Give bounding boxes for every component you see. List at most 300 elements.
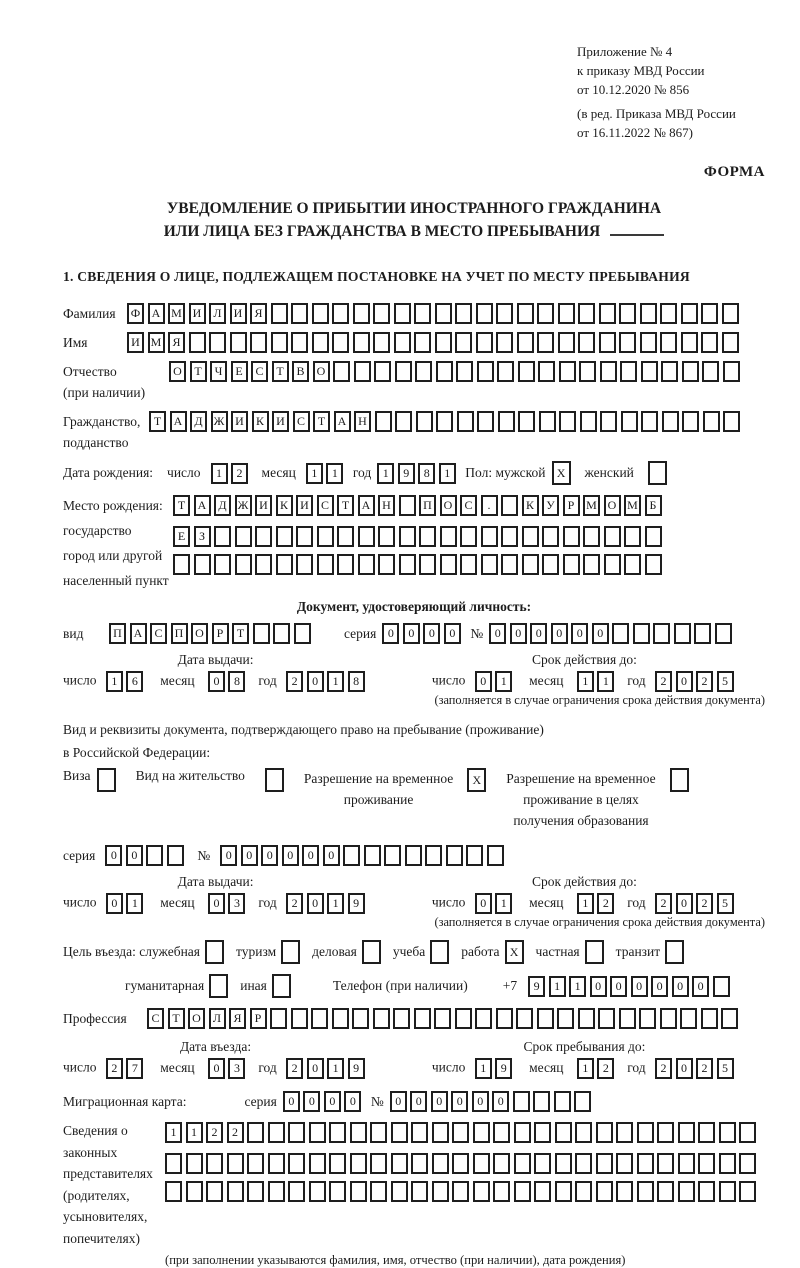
char-cell: А — [194, 495, 211, 516]
char-cell — [391, 1122, 408, 1143]
char-cell — [317, 526, 334, 547]
char-cell — [558, 303, 575, 324]
edu-permit-label — [506, 768, 655, 831]
char-cell: Т — [313, 411, 330, 432]
edu-permit-option — [506, 768, 688, 831]
form-title — [63, 197, 765, 243]
form-label: ФОРМА — [703, 164, 765, 180]
form-title-line-1: УВЕДОМЛЕНИЕ О ПРИБЫТИИ ИНОСТРАННОГО ГРАЖДАНИНА — [166, 200, 662, 217]
char-cell: 1 — [439, 463, 456, 484]
char-cell — [227, 1181, 244, 1202]
char-cell — [452, 1153, 469, 1174]
residence-valid-month-boxes — [577, 893, 618, 914]
id-issue-day-boxes — [106, 671, 147, 692]
purpose-study-checkbox — [430, 940, 449, 964]
char-cell — [317, 554, 334, 575]
char-cell — [350, 1153, 367, 1174]
char-cell — [364, 845, 381, 866]
mc-number-boxes — [390, 1091, 595, 1112]
char-cell — [719, 1153, 736, 1174]
char-cell — [719, 1122, 736, 1143]
id-valid-date-group — [432, 652, 737, 692]
char-cell: 2 — [206, 1122, 223, 1143]
char-cell: И — [127, 332, 144, 353]
residence-valid-note: (заполняется в случае ограничения срока действия документа) — [434, 915, 765, 929]
identity-doc-heading: Документ, удостоверяющий личность: — [296, 599, 532, 614]
char-cell — [296, 554, 313, 575]
representatives-row3-boxes — [165, 1181, 760, 1202]
char-cell — [271, 332, 288, 353]
residence-issue-day-boxes — [106, 893, 147, 914]
char-cell: П — [419, 495, 436, 516]
char-cell — [416, 411, 433, 432]
char-cell — [604, 554, 621, 575]
char-cell — [600, 361, 617, 382]
char-cell — [434, 1008, 451, 1029]
char-cell: 0 — [261, 845, 278, 866]
representatives-label-line3: представителях — [63, 1166, 153, 1181]
char-cell: 0 — [241, 845, 258, 866]
char-cell — [487, 845, 504, 866]
char-cell — [723, 361, 740, 382]
entry-date-group — [63, 1039, 368, 1079]
id-series-label: серия — [344, 625, 377, 641]
char-cell — [268, 1181, 285, 1202]
char-cell — [391, 1153, 408, 1174]
char-cell: 2 — [696, 893, 713, 914]
char-cell: З — [194, 526, 211, 547]
char-cell — [596, 1153, 613, 1174]
char-cell — [296, 526, 313, 547]
char-cell: 0 — [672, 976, 689, 997]
char-cell — [475, 1008, 492, 1029]
char-cell — [739, 1122, 756, 1143]
residence-issue-date-label: Дата выдачи: — [177, 874, 254, 889]
char-cell: Т — [272, 361, 289, 382]
char-cell: 1 — [306, 463, 323, 484]
char-cell — [534, 1122, 551, 1143]
char-cell — [411, 1153, 428, 1174]
char-cell — [616, 1122, 633, 1143]
residence-valid-label: Срок действия до: — [531, 874, 637, 889]
id-type-label: вид — [63, 625, 84, 641]
char-cell: . — [481, 495, 498, 516]
char-cell — [394, 303, 411, 324]
char-cell — [682, 411, 699, 432]
char-cell — [194, 554, 211, 575]
char-cell — [332, 332, 349, 353]
annex-line-1: Приложение № 4 — [577, 44, 673, 59]
char-cell: Д — [190, 411, 207, 432]
char-cell — [268, 1153, 285, 1174]
char-cell — [637, 1122, 654, 1143]
purpose-commercial-label: деловая — [312, 944, 357, 959]
char-cell: 1 — [569, 976, 586, 997]
char-cell: Я — [250, 303, 267, 324]
field-surname — [63, 303, 765, 324]
entry-month-label: месяц — [160, 1059, 195, 1075]
char-cell — [496, 303, 513, 324]
char-cell — [435, 303, 452, 324]
char-cell: 1 — [186, 1122, 203, 1143]
representatives-label-line1: Сведения о — [63, 1123, 128, 1138]
char-cell — [276, 554, 293, 575]
char-cell — [585, 940, 604, 964]
representatives-labels — [63, 1120, 165, 1249]
char-cell: 3 — [228, 1058, 245, 1079]
char-cell — [455, 332, 472, 353]
char-cell — [619, 1008, 636, 1029]
char-cell: 2 — [597, 893, 614, 914]
char-cell: 0 — [551, 623, 568, 644]
char-cell: Ж — [211, 411, 228, 432]
char-cell — [466, 845, 483, 866]
char-cell: 1 — [327, 893, 344, 914]
char-cell: 0 — [423, 623, 440, 644]
char-cell — [186, 1153, 203, 1174]
char-cell: К — [276, 495, 293, 516]
char-cell — [682, 361, 699, 382]
field-representatives — [63, 1120, 765, 1249]
visa-label: Виза — [63, 768, 91, 783]
char-cell: О — [191, 623, 208, 644]
char-cell: П — [171, 623, 188, 644]
temp-permit-checkbox — [467, 768, 486, 792]
residence-valid-date-group — [432, 874, 737, 914]
char-cell: 0 — [475, 893, 492, 914]
char-cell — [662, 411, 679, 432]
residence-doc-intro-line1: Вид и реквизиты документа, подтверждающего право на пребывание (проживание) — [63, 722, 544, 737]
residence-permit-checkbox — [265, 768, 284, 792]
representatives-label-line5: усыновителях, — [63, 1209, 148, 1224]
char-cell — [624, 554, 641, 575]
id-type-boxes — [109, 623, 314, 644]
profession-label: Профессия — [63, 1010, 127, 1026]
char-cell — [291, 1008, 308, 1029]
residence-doc-intro-line2: в Российской Федерации: — [63, 745, 211, 760]
char-cell: 5 — [717, 893, 734, 914]
char-cell — [633, 623, 650, 644]
char-cell: 2 — [286, 1058, 303, 1079]
char-cell: И — [272, 411, 289, 432]
char-cell — [555, 1153, 572, 1174]
char-cell — [250, 332, 267, 353]
char-cell — [354, 361, 371, 382]
representatives-label-line2: законных — [63, 1144, 118, 1160]
char-cell — [414, 1008, 431, 1029]
char-cell — [291, 303, 308, 324]
name-boxes — [127, 332, 742, 353]
char-cell — [394, 332, 411, 353]
patronymic-label-line2: (при наличии) — [63, 385, 146, 400]
surname-boxes — [127, 303, 742, 324]
field-visit-purpose — [63, 940, 765, 964]
phone-boxes — [528, 976, 733, 997]
char-cell — [294, 623, 311, 644]
char-cell: А — [334, 411, 351, 432]
char-cell: 1 — [577, 671, 594, 692]
char-cell — [235, 554, 252, 575]
char-cell: 1 — [106, 671, 123, 692]
char-cell: 0 — [410, 1091, 427, 1112]
char-cell — [309, 1181, 326, 1202]
char-cell: 1 — [495, 893, 512, 914]
char-cell: 2 — [597, 1058, 614, 1079]
char-cell — [698, 1153, 715, 1174]
char-cell — [493, 1153, 510, 1174]
residence-issue-month-label: месяц — [160, 894, 195, 910]
residence-valid-day-label: число — [431, 894, 466, 910]
char-cell — [214, 526, 231, 547]
char-cell — [405, 845, 422, 866]
edu-permit-label-line3: получения образования — [513, 813, 649, 828]
char-cell: 0 — [510, 623, 527, 644]
char-cell: X — [467, 768, 486, 792]
representatives-label-line6: попечителях) — [63, 1230, 140, 1246]
char-cell: К — [522, 495, 539, 516]
residence-issue-date-group — [63, 874, 368, 914]
char-cell — [698, 1181, 715, 1202]
purpose-tourism-checkbox — [281, 940, 300, 964]
char-cell — [477, 361, 494, 382]
representatives-box-rows — [165, 1120, 760, 1209]
phone-label: Телефон (при наличии) — [332, 978, 468, 993]
char-cell — [350, 1122, 367, 1143]
char-cell — [411, 1181, 428, 1202]
char-cell — [384, 845, 401, 866]
char-cell — [580, 411, 597, 432]
sex-female-checkbox — [648, 461, 667, 485]
char-cell: О — [604, 495, 621, 516]
char-cell: Л — [209, 1008, 226, 1029]
char-cell — [167, 845, 184, 866]
char-cell — [358, 554, 375, 575]
char-cell: И — [255, 495, 272, 516]
char-cell — [373, 303, 390, 324]
char-cell — [350, 1181, 367, 1202]
char-cell: 9 — [528, 976, 545, 997]
char-cell — [288, 1153, 305, 1174]
char-cell: 0 — [208, 1058, 225, 1079]
char-cell — [698, 1122, 715, 1143]
char-cell — [329, 1122, 346, 1143]
char-cell — [563, 554, 580, 575]
char-cell — [276, 526, 293, 547]
char-cell: 0 — [676, 893, 693, 914]
id-valid-note: (заполняется в случае ограничения срока действия документа) — [434, 693, 765, 707]
char-cell — [173, 554, 190, 575]
birthplace-row3-boxes — [173, 554, 665, 575]
char-cell — [657, 1122, 674, 1143]
char-cell — [721, 1008, 738, 1029]
char-cell — [579, 361, 596, 382]
char-cell — [574, 1091, 591, 1112]
char-cell — [620, 361, 637, 382]
id-valid-year-label: год — [627, 672, 646, 688]
char-cell — [247, 1122, 264, 1143]
birth-year-label: год — [352, 465, 372, 480]
char-cell — [578, 332, 595, 353]
stay-date-group — [432, 1039, 737, 1079]
char-cell: 2 — [655, 893, 672, 914]
char-cell: Е — [173, 526, 190, 547]
char-cell — [637, 1181, 654, 1202]
id-issue-day-label: число — [63, 672, 97, 688]
char-cell — [701, 332, 718, 353]
char-cell — [645, 554, 662, 575]
char-cell — [378, 554, 395, 575]
id-valid-day-label: число — [431, 672, 466, 688]
id-valid-label: Срок действия до: — [531, 652, 637, 667]
residence-number-label: № — [197, 847, 211, 863]
char-cell: 0 — [282, 845, 299, 866]
char-cell: 0 — [307, 1058, 324, 1079]
char-cell — [247, 1153, 264, 1174]
purpose-private-checkbox — [585, 940, 604, 964]
char-cell — [599, 332, 616, 353]
sex-female-label: женский — [584, 465, 634, 480]
char-cell — [501, 554, 518, 575]
char-cell: А — [130, 623, 147, 644]
char-cell — [473, 1122, 490, 1143]
purpose-other-label: иная — [240, 978, 267, 993]
field-citizenship — [63, 411, 765, 453]
char-cell — [522, 554, 539, 575]
char-cell — [337, 526, 354, 547]
residence-doc-types — [63, 768, 765, 831]
entry-date-label: Дата въезда: — [179, 1039, 252, 1054]
char-cell — [311, 1008, 328, 1029]
char-cell — [291, 332, 308, 353]
name-label: Имя — [63, 334, 88, 350]
id-valid-date-line — [432, 671, 737, 692]
char-cell — [440, 526, 457, 547]
birth-month-boxes — [306, 463, 347, 484]
char-cell — [555, 1181, 572, 1202]
temp-permit-option — [304, 768, 486, 810]
sex-male-label: Пол: мужской — [465, 465, 546, 480]
char-cell: 0 — [451, 1091, 468, 1112]
char-cell — [516, 1008, 533, 1029]
char-cell — [288, 1181, 305, 1202]
char-cell: М — [583, 495, 600, 516]
residence-valid-year-label: год — [627, 894, 646, 910]
representatives-row1-boxes — [165, 1122, 760, 1143]
char-cell: Ф — [127, 303, 144, 324]
char-cell — [637, 1153, 654, 1174]
birthdate-label: Дата рождения: — [63, 465, 154, 480]
char-cell: 6 — [126, 671, 143, 692]
char-cell — [559, 361, 576, 382]
char-cell: Е — [231, 361, 248, 382]
id-valid-month-label: месяц — [529, 672, 564, 688]
purpose-work-label: работа — [461, 944, 500, 959]
char-cell — [496, 1008, 513, 1029]
mc-series-label: серия — [244, 1093, 277, 1109]
char-cell: 0 — [610, 976, 627, 997]
char-cell — [186, 1181, 203, 1202]
char-cell — [665, 940, 684, 964]
annex-edit-line-1: (в ред. Приказа МВД России — [577, 106, 736, 121]
stay-date-line — [432, 1058, 737, 1079]
char-cell — [624, 526, 641, 547]
char-cell — [619, 303, 636, 324]
char-cell — [578, 303, 595, 324]
char-cell — [370, 1122, 387, 1143]
char-cell: С — [251, 361, 268, 382]
char-cell — [539, 411, 556, 432]
char-cell — [681, 332, 698, 353]
char-cell — [281, 940, 300, 964]
char-cell — [518, 411, 535, 432]
char-cell: 1 — [577, 1058, 594, 1079]
entry-year-label: год — [258, 1059, 277, 1075]
char-cell — [558, 332, 575, 353]
title-blank-line — [610, 232, 664, 236]
char-cell — [739, 1153, 756, 1174]
char-cell — [648, 461, 667, 485]
char-cell — [645, 526, 662, 547]
char-cell — [332, 303, 349, 324]
char-cell — [639, 1008, 656, 1029]
char-cell — [432, 1153, 449, 1174]
char-cell — [436, 361, 453, 382]
char-cell: Л — [209, 303, 226, 324]
purpose-commercial-checkbox — [362, 940, 381, 964]
field-birthplace — [63, 493, 765, 593]
char-cell — [739, 1181, 756, 1202]
char-cell — [414, 332, 431, 353]
birthplace-label-line4: населенный пункт — [63, 573, 169, 588]
birthplace-row1-boxes — [173, 495, 665, 516]
char-cell — [146, 845, 163, 866]
char-cell — [265, 768, 284, 792]
annex-line-3: от 10.12.2020 № 856 — [577, 82, 690, 97]
purpose-business-checkbox — [205, 940, 224, 964]
id-issue-year-label: год — [258, 672, 277, 688]
char-cell: 0 — [492, 1091, 509, 1112]
char-cell — [373, 332, 390, 353]
residence-issue-year-boxes — [286, 893, 368, 914]
char-cell: 0 — [571, 623, 588, 644]
citizenship-label-line1: Гражданство, — [63, 414, 141, 429]
id-valid-year-boxes — [655, 671, 737, 692]
field-visit-purpose-line2 — [125, 974, 765, 998]
char-cell — [97, 768, 116, 792]
char-cell — [411, 1122, 428, 1143]
char-cell — [542, 526, 559, 547]
char-cell: Т — [190, 361, 207, 382]
char-cell: 2 — [231, 463, 248, 484]
char-cell — [352, 1008, 369, 1029]
char-cell — [206, 1153, 223, 1174]
char-cell — [209, 974, 228, 998]
char-cell: 1 — [211, 463, 228, 484]
field-birthdate-sex — [63, 461, 765, 485]
char-cell — [455, 1008, 472, 1029]
annex-line-2: к приказу МВД России — [577, 63, 705, 78]
char-cell: О — [313, 361, 330, 382]
char-cell: А — [148, 303, 165, 324]
stay-day-label: число — [431, 1059, 466, 1075]
char-cell — [268, 1122, 285, 1143]
char-cell — [456, 361, 473, 382]
residence-doc-intro — [63, 718, 765, 764]
char-cell — [435, 332, 452, 353]
char-cell: 7 — [126, 1058, 143, 1079]
char-cell: Ж — [235, 495, 252, 516]
char-cell — [460, 554, 477, 575]
